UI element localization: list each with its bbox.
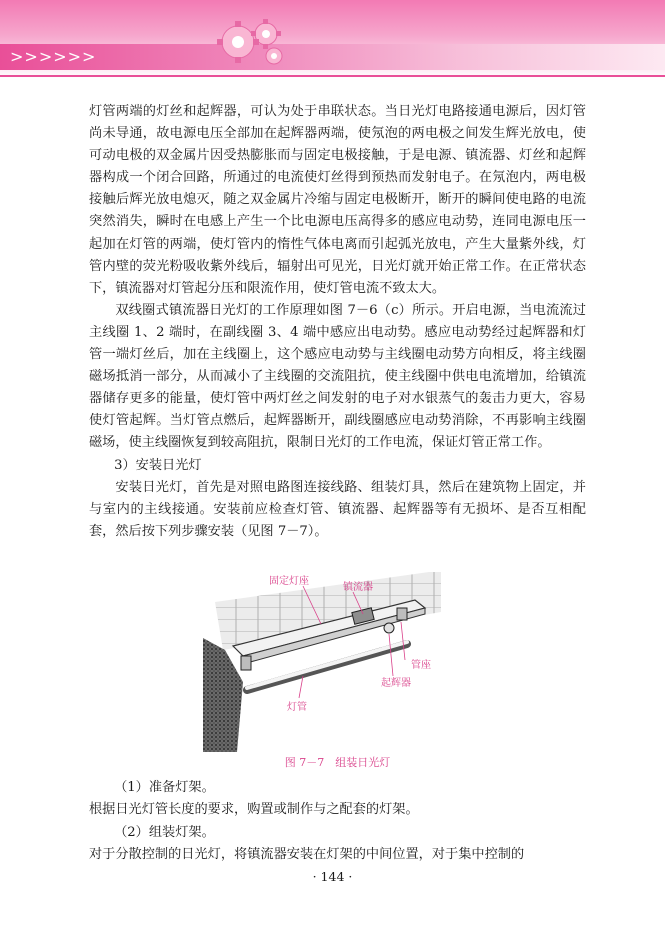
fluorescent-lamp-illustration xyxy=(203,572,441,752)
header-band xyxy=(0,44,665,70)
step-2-body: 对于分散控制的日光灯，将镇流器安装在灯架的中间位置，对于集中控制的 xyxy=(89,846,525,862)
main-text xyxy=(89,101,586,543)
paragraph-1: 灯管两端的灯丝和起辉器，可认为处于串联状态。当日光灯电路接通电源后，因灯管尚未导通，故电源电压全部加在起辉器两端，使氖泡的两电极之间发生辉光放电，使可动电极的双金属片因受热膨胀而与固定电极接触，于是电源、镇流器、灯丝和起辉器构成一个闭合回路，所通过的电流使灯丝得到预热而发射电子。在氖泡内，两电极接触后辉光放电熄灭，随之双金属片冷缩与固定电极断开，断开的瞬间使电路的电流突然消失，瞬时在电感上产生一个比电源电压高得多的感应电动势，连同电源电压一起加在灯管的两端，使灯管内的惰性气体电离而引起弧光放电，产生大量紫外线，灯管内壁的荧光粉吸收紫外线后，辐射出可见光，日光灯就开始正常工作。在正常状态下，镇流器对灯管起分压和限流作用，使灯管电流不致太大。 xyxy=(89,104,586,296)
chevron-decoration: >>>>>> xyxy=(10,47,97,66)
label-ballast: 镇流器 xyxy=(343,582,373,593)
starter-shape xyxy=(384,623,394,633)
label-starter: 起辉器 xyxy=(381,678,411,689)
page-number: · 144 · xyxy=(312,869,353,884)
gears-icon xyxy=(208,12,298,72)
steps-text xyxy=(89,777,586,866)
page-header xyxy=(0,0,665,78)
figure-7-7 xyxy=(203,572,441,752)
label-socket: 管座 xyxy=(411,660,431,671)
wall xyxy=(203,638,243,752)
label-tube: 灯管 xyxy=(287,702,307,713)
paragraph-2: 双线圈式镇流器日光灯的工作原理如图 7－6（c）所示。开启电源，当电流流过主线圈 1、2 端时，在副线圈 3、4 端中感应出电动势。感应电动势经过起辉器和灯管一端灯丝后，加在主线圈上，这个感应电动势与主线圈电动势方向相反，将主线圈磁场抵消一部分，从而减小了主线圈的交流阻抗，使主线圈中供电电流增加，给镇流器储存更多的能量，使灯管中两灯丝之间发射的电子对水银蒸气的轰击力更大，容易使灯管起辉。当灯管点燃后，起辉器断开，副线圈感应电动势消除，不再影响主线圈磁场，使主线圈恢复到较高阻抗，限制日光灯的工作电流，保证灯管正常工作。 xyxy=(89,302,586,451)
figure-caption: 图 7－7 组装日光灯 xyxy=(284,756,391,769)
header-divider xyxy=(0,75,665,77)
socket-right xyxy=(397,608,407,620)
step-1-body: 根据日光灯管长度的要求，购置或制作与之配套的灯架。 xyxy=(89,802,419,818)
label-fixture: 固定灯座 xyxy=(269,576,309,587)
section-heading: 3）安装日光灯 xyxy=(114,457,202,473)
paragraph-3: 安装日光灯，首先是对照电路图连接线路、组装灯具，然后在建筑物上固定，并与室内的主线接通。安装前应检查灯管、镇流器、起辉器等有无损坏、是否互相配套，然后按下列步骤安装（见图 7－7）。 xyxy=(89,479,586,539)
step-2-heading: （2）组装灯架。 xyxy=(114,824,215,840)
step-1-heading: （1）准备灯架。 xyxy=(114,780,215,795)
socket-left xyxy=(241,656,251,670)
